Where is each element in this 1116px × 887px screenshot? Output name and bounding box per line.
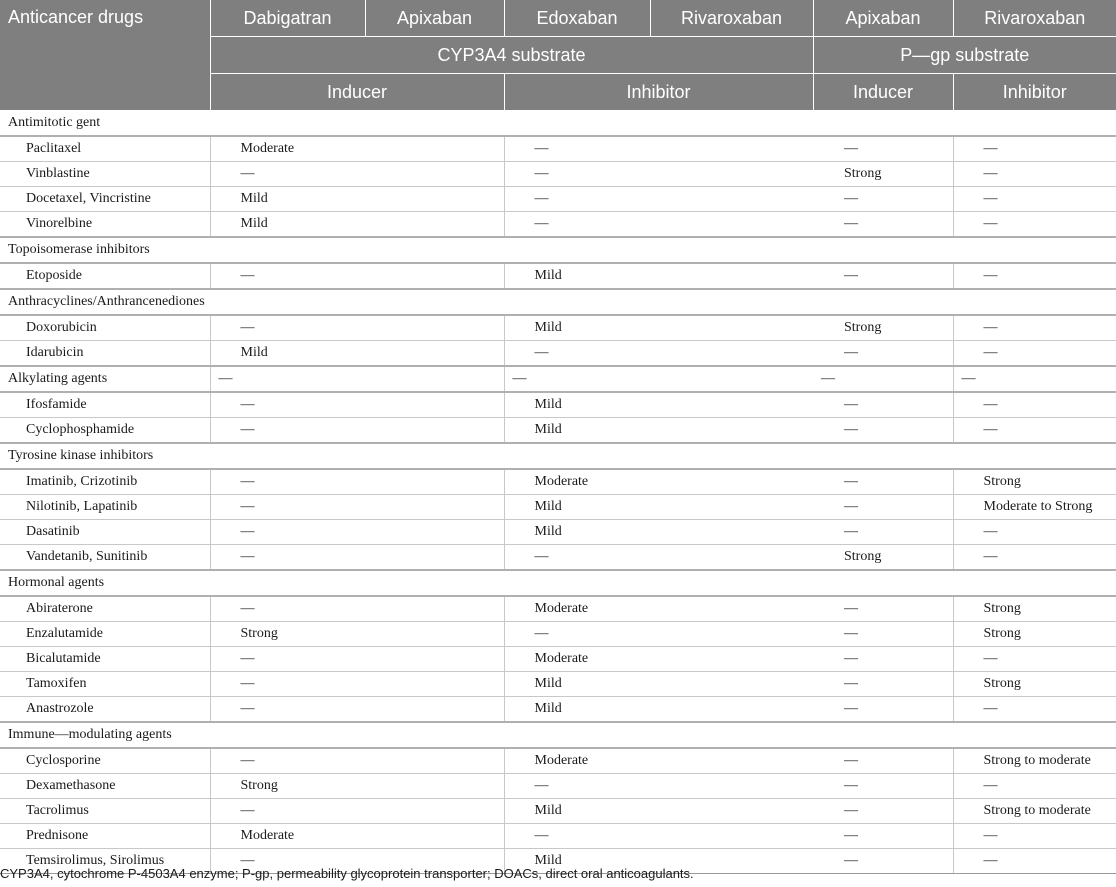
cyp3a4-inhibitor-cell: — — [504, 622, 813, 647]
drug-name: Enzalutamide — [0, 622, 210, 647]
pgp-inhibitor-cell: — — [953, 136, 1116, 162]
category-label: Anthracyclines/Anthrancenediones — [0, 289, 1116, 315]
cyp3a4-inducer-cell: Mild — [210, 212, 504, 238]
drug-name: Ifosfamide — [0, 392, 210, 418]
table-row — [0, 162, 1116, 187]
cyp3a4-inhibitor-cell: Mild — [504, 520, 813, 545]
pgp-inducer-cell: — — [813, 774, 953, 799]
pgp-inducer-cell: — — [813, 799, 953, 824]
category-row — [0, 570, 1116, 596]
table-body — [0, 111, 1116, 874]
header-drug-rivaroxaban-pgp: Rivaroxaban — [953, 0, 1116, 37]
table-row — [0, 697, 1116, 723]
category-row — [0, 237, 1116, 263]
pgp-inducer-cell: — — [813, 136, 953, 162]
pgp-inducer-cell: — — [813, 697, 953, 723]
pgp-inhibitor-cell: — — [953, 392, 1116, 418]
header-cyp-inducer: Inducer — [210, 74, 504, 111]
drug-name: Prednisone — [0, 824, 210, 849]
pgp-inducer-cell: — — [813, 366, 953, 392]
pgp-inhibitor-cell: Strong — [953, 672, 1116, 697]
pgp-inducer-cell: — — [813, 495, 953, 520]
table-row — [0, 748, 1116, 774]
drug-name: Tacrolimus — [0, 799, 210, 824]
pgp-inhibitor-cell: — — [953, 263, 1116, 289]
drug-name: Paclitaxel — [0, 136, 210, 162]
cyp3a4-inhibitor-cell: Moderate — [504, 647, 813, 672]
header-pgp-inhibitor: Inhibitor — [953, 74, 1116, 111]
pgp-inducer-cell: — — [813, 622, 953, 647]
cyp3a4-inhibitor-cell: Moderate — [504, 596, 813, 622]
drug-name: Bicalutamide — [0, 647, 210, 672]
cyp3a4-inducer-cell: — — [210, 520, 504, 545]
cyp3a4-inducer-cell: — — [210, 697, 504, 723]
table-row — [0, 341, 1116, 367]
drug-name: Vandetanib, Sunitinib — [0, 545, 210, 571]
cyp3a4-inhibitor-cell: Moderate — [504, 748, 813, 774]
cyp3a4-inducer-cell: — — [210, 263, 504, 289]
cyp3a4-inducer-cell: — — [210, 162, 504, 187]
table-row — [0, 263, 1116, 289]
cyp3a4-inhibitor-cell: Mild — [504, 495, 813, 520]
drug-name: Nilotinib, Lapatinib — [0, 495, 210, 520]
table-row — [0, 315, 1116, 341]
header-drug-dabigatran: Dabigatran — [210, 0, 365, 37]
cyp3a4-inducer-cell: — — [210, 545, 504, 571]
cyp3a4-inhibitor-cell: Mild — [504, 672, 813, 697]
drug-name: Tamoxifen — [0, 672, 210, 697]
cyp3a4-inhibitor-cell: Mild — [504, 418, 813, 444]
cyp3a4-inhibitor-cell: Mild — [504, 799, 813, 824]
cyp3a4-inhibitor-cell: Mild — [504, 392, 813, 418]
table-row — [0, 545, 1116, 571]
pgp-inhibitor-cell: Strong — [953, 596, 1116, 622]
cyp3a4-inducer-cell: — — [210, 799, 504, 824]
pgp-inhibitor-cell: — — [953, 341, 1116, 367]
table-row — [0, 520, 1116, 545]
cyp3a4-inhibitor-cell: — — [504, 136, 813, 162]
cyp3a4-inducer-cell: — — [210, 849, 504, 874]
pgp-inhibitor-cell: — — [953, 647, 1116, 672]
table-row — [0, 187, 1116, 212]
pgp-inhibitor-cell: Strong — [953, 469, 1116, 495]
pgp-inducer-cell: — — [813, 469, 953, 495]
table-row — [0, 418, 1116, 444]
table-row — [0, 622, 1116, 647]
cyp3a4-inhibitor-cell: Moderate — [504, 469, 813, 495]
pgp-inducer-cell: — — [813, 418, 953, 444]
cyp3a4-inhibitor-cell: — — [504, 212, 813, 238]
drug-name: Cyclosporine — [0, 748, 210, 774]
cyp3a4-inducer-cell: — — [210, 315, 504, 341]
pgp-inducer-cell: — — [813, 392, 953, 418]
pgp-inducer-cell: — — [813, 341, 953, 367]
cyp3a4-inducer-cell: — — [210, 366, 504, 392]
drug-name: Cyclophosphamide — [0, 418, 210, 444]
pgp-inhibitor-cell: Strong to moderate — [953, 748, 1116, 774]
cyp3a4-inhibitor-cell: — — [504, 824, 813, 849]
category-label: Immune—modulating agents — [0, 722, 1116, 748]
pgp-inducer-cell: — — [813, 212, 953, 238]
pgp-inducer-cell: — — [813, 824, 953, 849]
drug-name: Dexamethasone — [0, 774, 210, 799]
header-drug-edoxaban: Edoxaban — [504, 0, 650, 37]
category-label: Topoisomerase inhibitors — [0, 237, 1116, 263]
pgp-inhibitor-cell: — — [953, 418, 1116, 444]
table-row — [0, 647, 1116, 672]
pgp-inhibitor-cell: — — [953, 366, 1116, 392]
table-row — [0, 469, 1116, 495]
drug-name: Imatinib, Crizotinib — [0, 469, 210, 495]
category-label: Antimitotic gent — [0, 111, 1116, 137]
table-row — [0, 392, 1116, 418]
header-drug-rivaroxaban: Rivaroxaban — [650, 0, 813, 37]
cyp3a4-inhibitor-cell: Mild — [504, 315, 813, 341]
pgp-inhibitor-cell: — — [953, 774, 1116, 799]
table-row — [0, 136, 1116, 162]
cyp3a4-inhibitor-cell: — — [504, 162, 813, 187]
table-row — [0, 799, 1116, 824]
pgp-inhibitor-cell: — — [953, 315, 1116, 341]
category-row — [0, 722, 1116, 748]
drug-name: Vinblastine — [0, 162, 210, 187]
pgp-inhibitor-cell: — — [953, 162, 1116, 187]
drug-name: Temsirolimus, Sirolimus — [0, 849, 210, 874]
cyp3a4-inducer-cell: — — [210, 418, 504, 444]
cyp3a4-inducer-cell: Moderate — [210, 136, 504, 162]
pgp-inducer-cell: — — [813, 520, 953, 545]
category-label: Tyrosine kinase inhibitors — [0, 443, 1116, 469]
cyp3a4-inducer-cell: — — [210, 495, 504, 520]
table-row — [0, 212, 1116, 238]
table-row — [0, 824, 1116, 849]
pgp-inhibitor-cell: Strong to moderate — [953, 799, 1116, 824]
header-group-cyp3a4: CYP3A4 substrate — [210, 37, 813, 74]
category-row — [0, 111, 1116, 137]
pgp-inducer-cell: — — [813, 672, 953, 697]
drug-name: Anastrozole — [0, 697, 210, 723]
header-corner: Anticancer drugs — [0, 0, 210, 111]
header-group-pgp: P—gp substrate — [813, 37, 1116, 74]
pgp-inducer-cell: — — [813, 596, 953, 622]
header-pgp-inducer: Inducer — [813, 74, 953, 111]
pgp-inhibitor-cell: — — [953, 520, 1116, 545]
cyp3a4-inducer-cell: Moderate — [210, 824, 504, 849]
pgp-inhibitor-cell: — — [953, 212, 1116, 238]
pgp-inducer-cell: — — [813, 849, 953, 874]
pgp-inhibitor-cell: Strong — [953, 622, 1116, 647]
category-label: Alkylating agents — [0, 366, 210, 392]
pgp-inhibitor-cell: — — [953, 697, 1116, 723]
pgp-inhibitor-cell: — — [953, 824, 1116, 849]
cyp3a4-inducer-cell: Mild — [210, 187, 504, 212]
pgp-inhibitor-cell: — — [953, 187, 1116, 212]
drug-name: Dasatinib — [0, 520, 210, 545]
pgp-inducer-cell: — — [813, 748, 953, 774]
header-drug-apixaban: Apixaban — [365, 0, 504, 37]
cyp3a4-inducer-cell: — — [210, 647, 504, 672]
cyp3a4-inducer-cell: Mild — [210, 341, 504, 367]
table-footnote: CYP3A4, cytochrome P-4503A4 enzyme; P-gp, permeability glycoprotein transporter; DOACs, direct oral anticoagulants. — [0, 866, 694, 881]
pgp-inhibitor-cell: — — [953, 545, 1116, 571]
table-row — [0, 596, 1116, 622]
table-row — [0, 774, 1116, 799]
drug-name: Doxorubicin — [0, 315, 210, 341]
table-row — [0, 495, 1116, 520]
drug-name: Etoposide — [0, 263, 210, 289]
drug-name: Idarubicin — [0, 341, 210, 367]
cyp3a4-inducer-cell: — — [210, 748, 504, 774]
cyp3a4-inhibitor-cell: Mild — [504, 263, 813, 289]
pgp-inducer-cell: — — [813, 263, 953, 289]
cyp3a4-inhibitor-cell: Mild — [504, 849, 813, 874]
pgp-inducer-cell: Strong — [813, 162, 953, 187]
drug-name: Docetaxel, Vincristine — [0, 187, 210, 212]
category-row — [0, 443, 1116, 469]
cyp3a4-inducer-cell: — — [210, 469, 504, 495]
cyp3a4-inhibitor-cell: — — [504, 341, 813, 367]
pgp-inducer-cell: Strong — [813, 545, 953, 571]
cyp3a4-inducer-cell: Strong — [210, 622, 504, 647]
table-header — [0, 0, 1116, 111]
cyp3a4-inducer-cell: — — [210, 596, 504, 622]
drug-name: Abiraterone — [0, 596, 210, 622]
cyp3a4-inducer-cell: Strong — [210, 774, 504, 799]
header-drug-apixaban-pgp: Apixaban — [813, 0, 953, 37]
cyp3a4-inhibitor-cell: — — [504, 187, 813, 212]
cyp3a4-inducer-cell: — — [210, 392, 504, 418]
drug-name: Vinorelbine — [0, 212, 210, 238]
pgp-inhibitor-cell: Moderate to Strong — [953, 495, 1116, 520]
cyp3a4-inhibitor-cell: — — [504, 774, 813, 799]
cyp3a4-inhibitor-cell: — — [504, 366, 813, 392]
category-label: Hormonal agents — [0, 570, 1116, 596]
pgp-inducer-cell: — — [813, 647, 953, 672]
cyp3a4-inducer-cell: — — [210, 672, 504, 697]
category-row — [0, 366, 1116, 392]
pgp-inducer-cell: — — [813, 187, 953, 212]
pgp-inducer-cell: Strong — [813, 315, 953, 341]
category-row — [0, 289, 1116, 315]
pgp-inhibitor-cell: — — [953, 849, 1116, 874]
table-row — [0, 672, 1116, 697]
header-cyp-inhibitor: Inhibitor — [504, 74, 813, 111]
cyp3a4-inhibitor-cell: — — [504, 545, 813, 571]
cyp3a4-inhibitor-cell: Mild — [504, 697, 813, 723]
